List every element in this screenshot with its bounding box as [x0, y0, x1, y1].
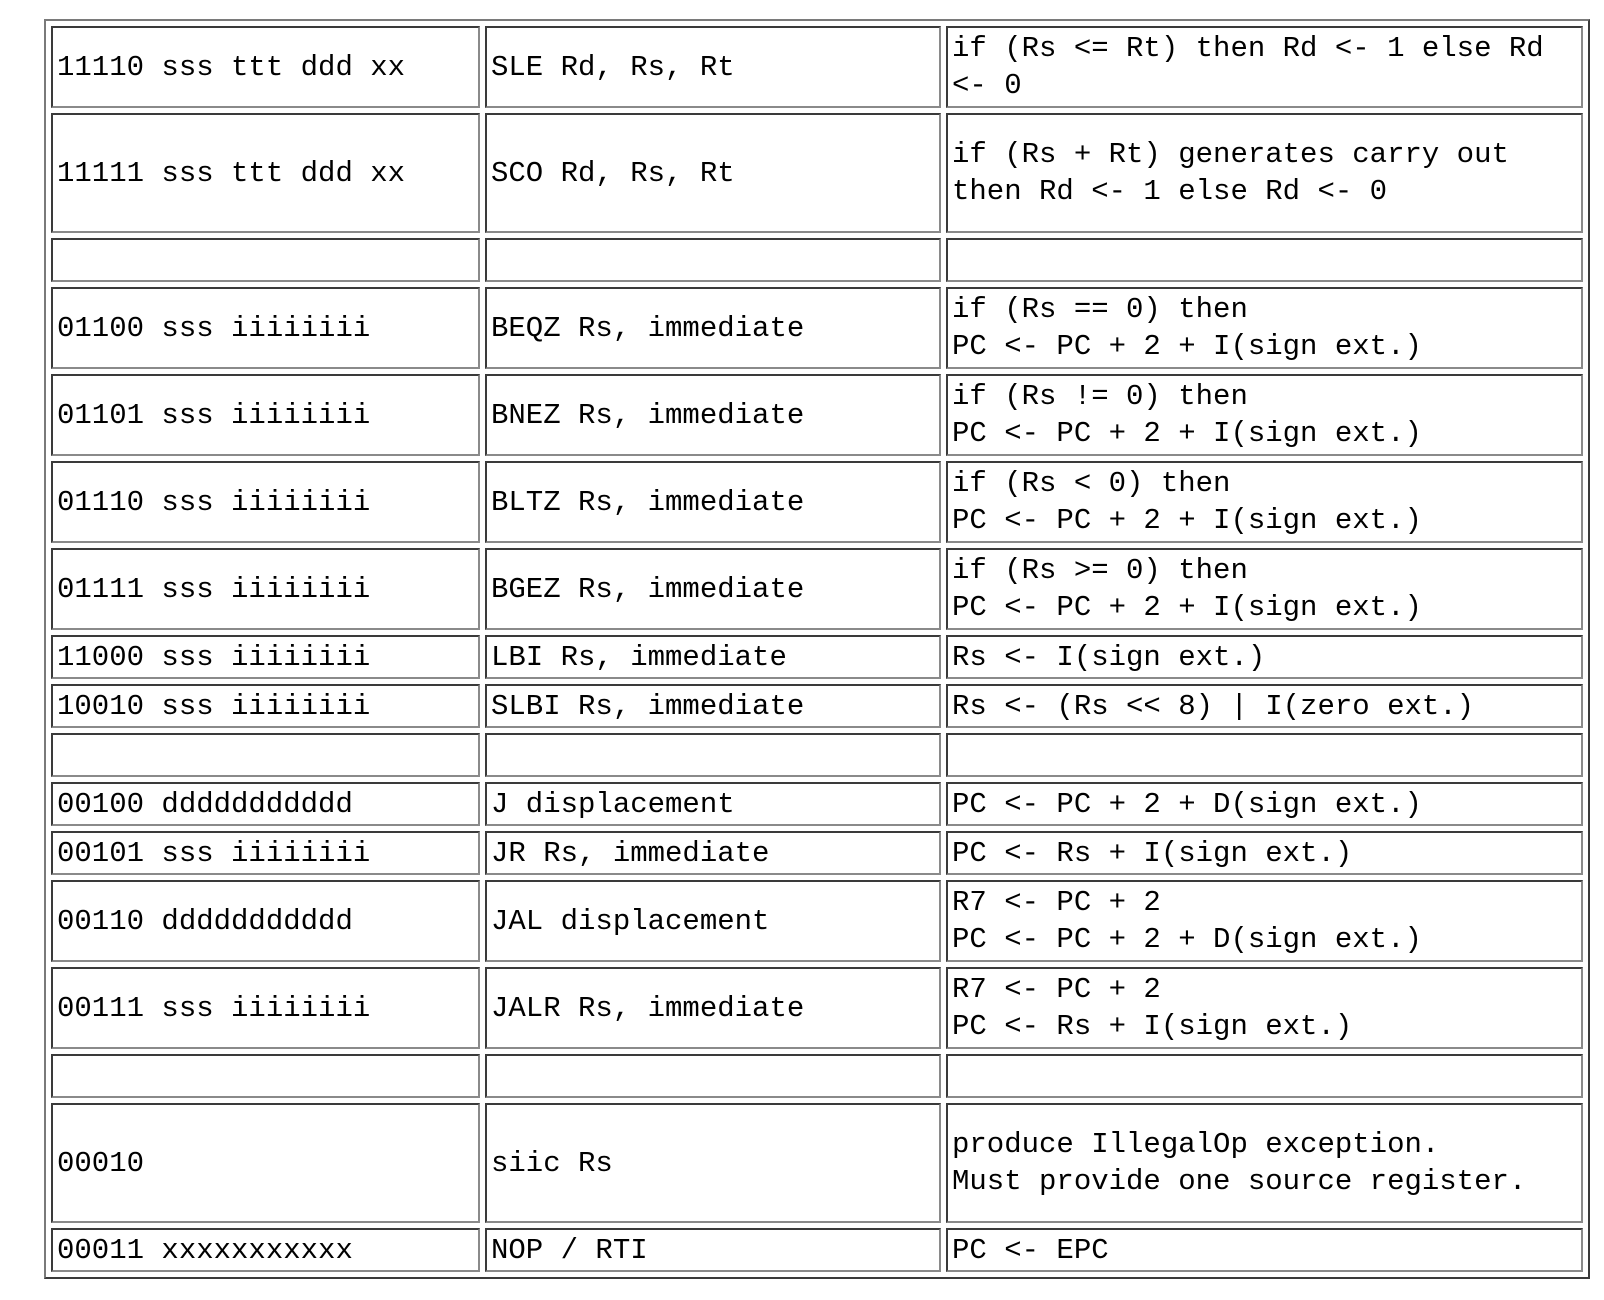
description-cell: if (Rs <= Rt) then Rd <- 1 else Rd <- 0	[946, 26, 1583, 108]
table-row	[51, 461, 1583, 543]
spacer-row	[51, 238, 1583, 282]
instruction-cell	[485, 733, 941, 777]
table-row	[51, 831, 1583, 875]
table-row	[51, 880, 1583, 962]
instruction-cell: LBI Rs, immediate	[485, 635, 941, 679]
description-cell: if (Rs >= 0) then PC <- PC + 2 + I(sign ext.)	[946, 548, 1583, 630]
encoding-cell	[51, 238, 480, 282]
description-cell: PC <- PC + 2 + D(sign ext.)	[946, 782, 1583, 826]
encoding-cell: 01100 sss iiiiiiii	[51, 287, 480, 369]
description-cell: R7 <- PC + 2 PC <- Rs + I(sign ext.)	[946, 967, 1583, 1049]
instruction-cell	[485, 238, 941, 282]
encoding-cell: 00110 ddddddddddd	[51, 880, 480, 962]
instruction-cell: BGEZ Rs, immediate	[485, 548, 941, 630]
instruction-cell: JALR Rs, immediate	[485, 967, 941, 1049]
instruction-cell: BLTZ Rs, immediate	[485, 461, 941, 543]
encoding-cell	[51, 1054, 480, 1098]
table-row	[51, 287, 1583, 369]
table-row	[51, 1103, 1583, 1223]
description-cell	[946, 238, 1583, 282]
encoding-cell: 00100 ddddddddddd	[51, 782, 480, 826]
table-row	[51, 113, 1583, 233]
description-cell: R7 <- PC + 2 PC <- PC + 2 + D(sign ext.)	[946, 880, 1583, 962]
encoding-cell: 00010	[51, 1103, 480, 1223]
encoding-cell: 01101 sss iiiiiiii	[51, 374, 480, 456]
description-cell	[946, 1054, 1583, 1098]
description-cell: PC <- Rs + I(sign ext.)	[946, 831, 1583, 875]
description-cell: if (Rs + Rt) generates carry out then Rd <- 1 else Rd <- 0	[946, 113, 1583, 233]
encoding-cell: 01111 sss iiiiiiii	[51, 548, 480, 630]
encoding-cell: 11110 sss ttt ddd xx	[51, 26, 480, 108]
instruction-cell: SCO Rd, Rs, Rt	[485, 113, 941, 233]
encoding-cell: 11111 sss ttt ddd xx	[51, 113, 480, 233]
table-row	[51, 967, 1583, 1049]
table-row	[51, 26, 1583, 108]
instruction-cell: siic Rs	[485, 1103, 941, 1223]
instruction-cell: JR Rs, immediate	[485, 831, 941, 875]
description-cell: if (Rs < 0) then PC <- PC + 2 + I(sign ext.)	[946, 461, 1583, 543]
instruction-cell: J displacement	[485, 782, 941, 826]
instruction-cell	[485, 1054, 941, 1098]
encoding-cell: 00101 sss iiiiiiii	[51, 831, 480, 875]
description-cell: Rs <- (Rs << 8) | I(zero ext.)	[946, 684, 1583, 728]
table-row	[51, 548, 1583, 630]
instruction-table-body	[51, 26, 1583, 1272]
table-row	[51, 684, 1583, 728]
encoding-cell	[51, 733, 480, 777]
description-cell: produce IllegalOp exception. Must provide one source register.	[946, 1103, 1583, 1223]
encoding-cell: 11000 sss iiiiiiii	[51, 635, 480, 679]
spacer-row	[51, 1054, 1583, 1098]
instruction-cell: JAL displacement	[485, 880, 941, 962]
description-cell: Rs <- I(sign ext.)	[946, 635, 1583, 679]
instruction-table	[44, 19, 1590, 1279]
instruction-cell: SLE Rd, Rs, Rt	[485, 26, 941, 108]
encoding-cell: 00111 sss iiiiiiii	[51, 967, 480, 1049]
description-cell: PC <- EPC	[946, 1228, 1583, 1272]
instruction-cell: BNEZ Rs, immediate	[485, 374, 941, 456]
table-row	[51, 782, 1583, 826]
instruction-cell: BEQZ Rs, immediate	[485, 287, 941, 369]
instruction-cell: SLBI Rs, immediate	[485, 684, 941, 728]
instruction-cell: NOP / RTI	[485, 1228, 941, 1272]
table-row	[51, 635, 1583, 679]
description-cell	[946, 733, 1583, 777]
description-cell: if (Rs == 0) then PC <- PC + 2 + I(sign ext.)	[946, 287, 1583, 369]
encoding-cell: 00011 xxxxxxxxxxx	[51, 1228, 480, 1272]
table-row	[51, 374, 1583, 456]
spacer-row	[51, 733, 1583, 777]
encoding-cell: 01110 sss iiiiiiii	[51, 461, 480, 543]
description-cell: if (Rs != 0) then PC <- PC + 2 + I(sign ext.)	[946, 374, 1583, 456]
encoding-cell: 10010 sss iiiiiiii	[51, 684, 480, 728]
table-row	[51, 1228, 1583, 1272]
